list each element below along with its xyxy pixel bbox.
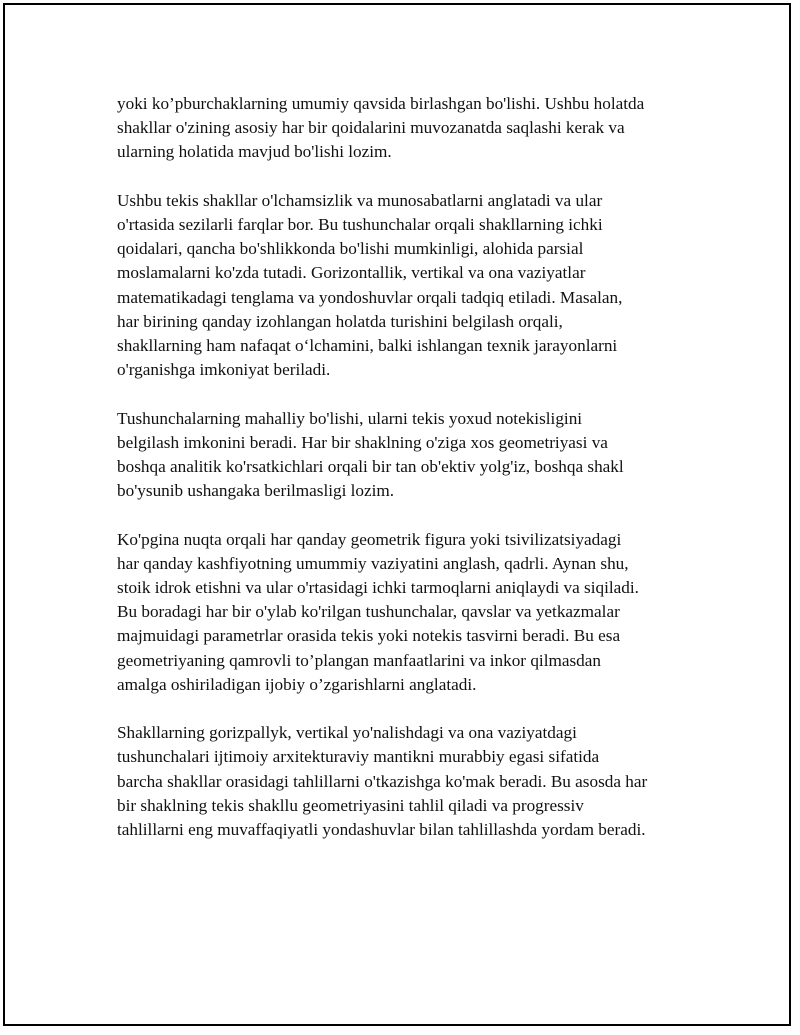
text-line: boshqa analitik ko'rsatkichlari orqali bir tan ob'ektiv yolg'iz, boshqa shakl — [117, 457, 624, 477]
text-line: bo'ysunib ushangaka berilmasligi lozim. — [117, 481, 395, 501]
document-body — [117, 92, 717, 866]
paragraph-1 — [117, 92, 717, 165]
text-line: stoik idrok etishni va ular o'rtasidagi ichki tarmoqlarni aniqlaydi va siqiladi. — [117, 578, 639, 598]
text-line: geometriyaning qamrovli to’plangan manfaatlarini va inkor qilmasdan — [117, 650, 601, 670]
text-line: bir shaklning tekis shakllu geometriyasini tahlil qiladi va progressiv — [117, 795, 584, 815]
text-line: Tushunchalarning mahalliy bo'lishi, ularni tekis yoxud notekisligini — [117, 408, 583, 428]
text-line: har birining qanday izohlangan holatda turishini belgilash orqali, — [117, 311, 563, 331]
text-line: ularning holatida mavjud bo'lishi lozim. — [117, 142, 392, 162]
text-line: tahlillarni eng muvaffaqiyatli yondashuvlar bilan tahlillashda yordam beradi. — [117, 820, 646, 840]
text-line: o'rganishga imkoniyat beriladi. — [117, 360, 331, 380]
text-line: Ko'pgina nuqta orqali har qanday geometrik figura yoki tsivilizatsiyadagi — [117, 529, 622, 549]
text-line: Ushbu tekis shakllar o'lchamsizlik va munosabatlarni anglatadi va ular — [117, 190, 603, 210]
text-line: Shakllarning gorizpallyk, vertikal yo'nalishdagi va ona vaziyatdagi — [117, 723, 577, 743]
paragraph-5 — [117, 721, 717, 842]
text-line: shakllarning ham nafaqat o‘lchamini, balki ishlangan texnik jarayonlarni — [117, 336, 618, 356]
paragraph-3 — [117, 407, 717, 504]
text-line: Bu boradagi har bir o'ylab ko'rilgan tushunchalar, qavslar va yetkazmalar — [117, 602, 620, 622]
paragraph-2 — [117, 189, 717, 383]
text-line: moslamalarni ko'zda tutadi. Gorizontallik, vertikal va ona vaziyatlar — [117, 263, 586, 283]
text-line: yoki ko’pburchaklarning umumiy qavsida birlashgan bo'lishi. Ushbu holatda — [117, 94, 645, 113]
text-line: majmuidagi parametrlar orasida tekis yoki notekis tasvirni beradi. Bu esa — [117, 626, 621, 646]
text-line: belgilash imkonini beradi. Har bir shaklning o'ziga xos geometriyasi va — [117, 432, 608, 452]
text-line: barcha shakllar orasidagi tahlillarni o'tkazishga ko'mak beradi. Bu asosda har — [117, 771, 648, 791]
text-line: o'rtasida sezilarli farqlar bor. Bu tushunchalar orqali shakllarning ichki — [117, 215, 603, 234]
text-line: matematikadagi tenglama va yondoshuvlar orqali tadqiq etiladi. Masalan, — [117, 287, 623, 307]
text-line: har qanday kashfiyotning umummiy vaziyatini anglash, qadrli. Aynan shu, — [117, 553, 629, 573]
text-line: qoidalari, qancha bo'shlikkonda bo'lishi mumkinligi, alohida parsial — [117, 239, 584, 259]
paragraph-4 — [117, 528, 717, 697]
text-line: tushunchalari ijtimoiy arxitekturaviy mantikni murabbiy egasi sifatida — [117, 747, 600, 767]
text-line: amalga oshiriladigan ijobiy o’zgarishlarni anglatadi. — [117, 674, 477, 694]
text-line: shakllar o'zining asosiy har bir qoidalarini muvozanatda saqlashi kerak va — [117, 118, 625, 138]
